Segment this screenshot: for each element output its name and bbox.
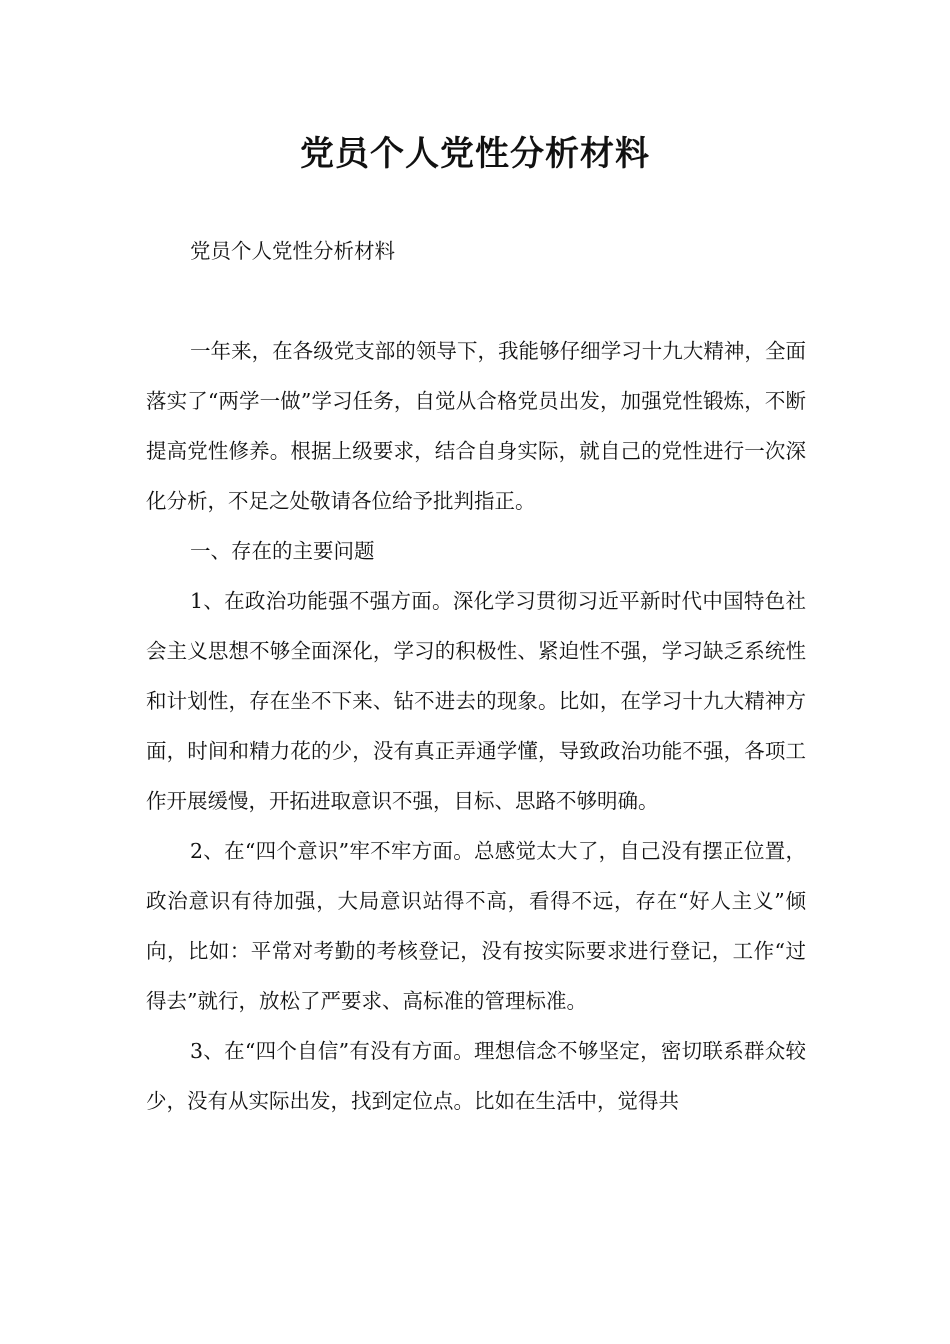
section-heading: 一、存在的主要问题 xyxy=(190,539,375,563)
problem-paragraph-1: 1、在政治功能强不强方面。深化学习贯彻习近平新时代中国特色社会主义思想不够全面深化，学习的积极性、紧迫性不强，学习缺乏系统性和计划性，存在坐不下来、钻不进去的现象。比如，在学习十九大精神方面，时间和精力花的少，没有真正弄通学懂，导致政治功能不强，各项工作开展缓慢，开拓进取意识不强，目标、思路不够明确。 xyxy=(146,589,806,813)
subtitle-paragraph: 党员个人党性分析材料 xyxy=(190,239,395,263)
problem-paragraph-2: 2、在“四个意识”牢不牢方面。总感觉太大了，自己没有摆正位置，政治意识有待加强，大局意识站得不高，看得不远，存在“好人主义”倾向，比如：平常对考勤的考核登记，没有按实际要求进行登记，工作“过得去”就行，放松了严要求、高标准的管理标准。 xyxy=(146,839,806,1013)
document-body xyxy=(146,226,806,1126)
document-title: 党员个人党性分析材料 xyxy=(300,134,650,174)
problem-paragraph-3: 3、在“四个自信”有没有方面。理想信念不够坚定，密切联系群众较少，没有从实际出发，找到定位点。比如在生活中，觉得共 xyxy=(146,1039,806,1113)
intro-paragraph: 一年来，在各级党支部的领导下，我能够仔细学习十九大精神，全面落实了“两学一做”学习任务，自觉从合格党员出发，加强党性锻炼，不断提高党性修养。根据上级要求，结合自身实际，就自己的党性进行一次深化分析，不足之处敬请各位给予批判指正。 xyxy=(146,339,806,513)
